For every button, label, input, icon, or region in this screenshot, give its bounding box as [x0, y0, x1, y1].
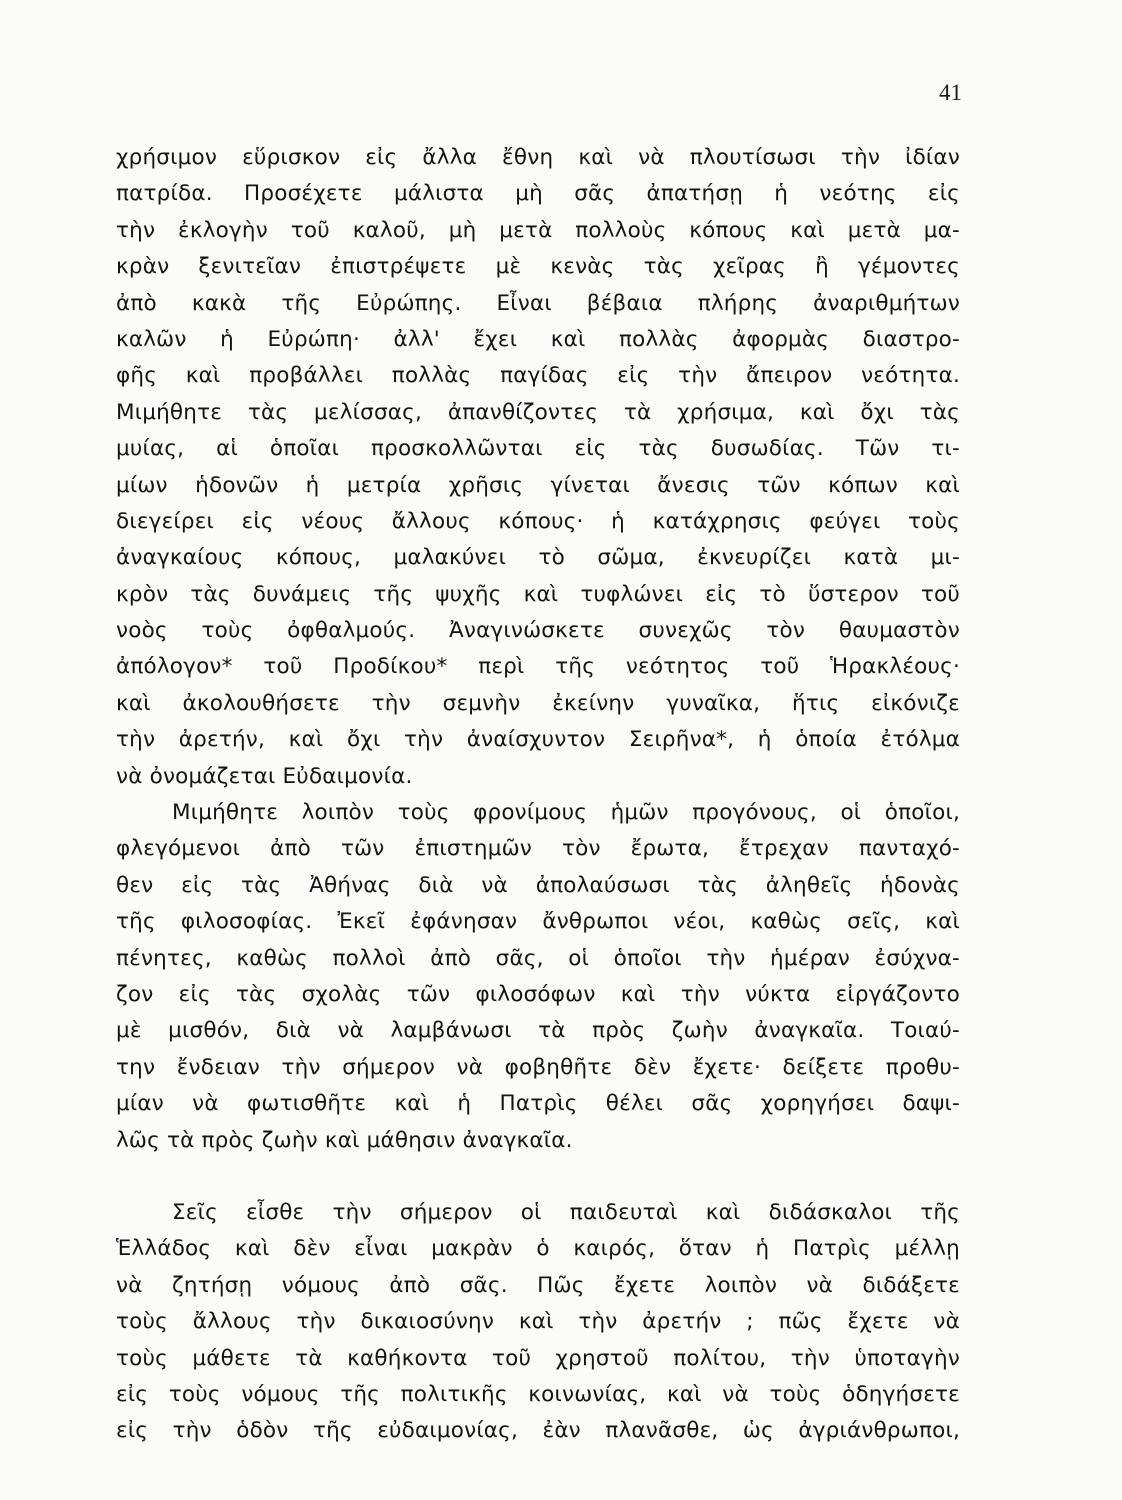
text-line: μυίας, αἱ ὁποῖαι προσκολλῶνται εἰς τὰς δυσωδίας. Τῶν τι-	[116, 436, 960, 462]
text-line: πατρίδα. Προσέχετε μάλιστα μὴ σᾶς ἀπατήσῃ ἡ νεότης εἰς	[116, 181, 960, 207]
text-line: τὴν ἀρετήν, καὶ ὄχι τὴν ἀναίσχυντον Σειρῆνα*, ἡ ὁποία ἐτόλμα	[116, 727, 960, 753]
text-line: λῶς τὰ πρὸς ζωὴν καὶ μάθησιν ἀναγκαῖα.	[116, 1127, 573, 1153]
text-line: ζον εἰς τὰς σχολὰς τῶν φιλοσόφων καὶ τὴν νύκτα εἰργάζοντο	[116, 981, 960, 1007]
paragraph-3	[116, 1195, 960, 1450]
text-line: ἀπὸ κακὰ τῆς Εὐρώπης. Εἶναι βέβαια πλήρης ἀναριθμήτων	[116, 290, 960, 316]
text-line: νοὸς τοὺς ὀφθαλμούς. Ἀναγινώσκετε συνεχῶς τὸν θαυμαστὸν	[116, 618, 960, 644]
text-line: μίων ἡδονῶν ἡ μετρία χρῆσις γίνεται ἄνεσις τῶν κόπων καὶ	[116, 472, 960, 498]
page-number: 41	[939, 80, 962, 105]
text-line: μὲ μισθόν, διὰ νὰ λαμβάνωσι τὰ πρὸς ζωὴν ἀναγκαῖα. Τοιαύ-	[116, 1018, 960, 1044]
text-line: φλεγόμενοι ἀπὸ τῶν ἐπιστημῶν τὸν ἔρωτα, ἔτρεχαν πανταχό-	[116, 836, 960, 862]
text-line: νὰ ζητήσῃ νόμους ἀπὸ σᾶς. Πῶς ἔχετε λοιπὸν νὰ διδάξετε	[116, 1272, 960, 1298]
body-text	[116, 140, 960, 1450]
text-line: τοὺς ἄλλους τὴν δικαιοσύνην καὶ τὴν ἀρετήν ; πῶς ἔχετε νὰ	[116, 1309, 960, 1335]
paragraph-1	[116, 140, 960, 795]
text-line: τοὺς μάθετε τὰ καθήκοντα τοῦ χρηστοῦ πολίτου, τὴν ὑποταγὴν	[116, 1345, 960, 1371]
text-line: μίαν νὰ φωτισθῆτε καὶ ἡ Πατρὶς θέλει σᾶς χορηγήσει δαψι-	[116, 1091, 960, 1117]
text-line: την ἔνδειαν τὴν σήμερον νὰ φοβηθῆτε δὲν ἔχετε· δείξετε προθυ-	[116, 1054, 960, 1080]
text-line: εἰς τὴν ὁδὸν τῆς εὐδαιμονίας, ἐὰν πλανᾶσθε, ὡς ἀγριάνθρωποι,	[116, 1418, 960, 1444]
text-line: Ἑλλάδος καὶ δὲν εἶναι μακρὰν ὁ καιρός, ὅταν ἡ Πατρὶς μέλλῃ	[116, 1236, 960, 1262]
text-line: ἀναγκαίους κόπους, μαλακύνει τὸ σῶμα, ἐκνευρίζει κατὰ μι-	[116, 545, 960, 571]
text-line: Μιμήθητε λοιπὸν τοὺς φρονίμους ἡμῶν προγόνους, οἱ ὁποῖοι,	[172, 800, 960, 826]
text-line: καλῶν ἡ Εὐρώπη· ἀλλ' ἔχει καὶ πολλὰς ἀφορμὰς διαστρο-	[116, 326, 960, 352]
text-line: χρήσιμον εὕρισκον εἰς ἄλλα ἔθνη καὶ νὰ πλουτίσωσι τὴν ἰδίαν	[116, 145, 960, 170]
text-line: Σεῖς εἶσθε τὴν σήμερον οἱ παιδευταὶ καὶ διδάσκαλοι τῆς	[172, 1199, 960, 1225]
text-line: καὶ ἀκολουθήσετε τὴν σεμνὴν ἐκείνην γυναῖκα, ἥτις εἰκόνιζε	[116, 690, 960, 716]
text-line: τὴν ἐκλογὴν τοῦ καλοῦ, μὴ μετὰ πολλοὺς κόπους καὶ μετὰ μα-	[116, 217, 960, 243]
text-line: εἰς τοὺς νόμους τῆς πολιτικῆς κοινωνίας, καὶ νὰ τοὺς ὁδηγήσετε	[116, 1381, 960, 1407]
text-line: Μιμήθητε τὰς μελίσσας, ἀπανθίζοντες τὰ χρήσιμα, καὶ ὄχι τὰς	[116, 399, 960, 425]
text-line: φῆς καὶ προβάλλει πολλὰς παγίδας εἰς τὴν ἄπειρον νεότητα.	[116, 363, 960, 389]
text-line: διεγείρει εἰς νέους ἄλλους κόπους· ἡ κατάχρησις φεύγει τοὺς	[116, 508, 960, 534]
text-line: κρὸν τὰς δυνάμεις τῆς ψυχῆς καὶ τυφλώνει εἰς τὸ ὕστερον τοῦ	[116, 581, 960, 607]
text-line: πένητες, καθὼς πολλοὶ ἀπὸ σᾶς, οἱ ὁποῖοι τὴν ἡμέραν ἐσύχνα-	[116, 945, 960, 971]
paragraph-2	[116, 795, 960, 1159]
text-line: νὰ ὀνομάζεται Εὐδαιμονία.	[116, 763, 413, 789]
text-line: θεν εἰς τὰς Ἀθήνας διὰ νὰ ἀπολαύσωσι τὰς ἀληθεῖς ἡδονὰς	[116, 872, 960, 898]
text-line: κρὰν ξενιτεῖαν ἐπιστρέψετε μὲ κενὰς τὰς χεῖρας ἢ γέμοντες	[116, 254, 960, 280]
text-line: τῆς φιλοσοφίας. Ἐκεῖ ἐφάνησαν ἄνθρωποι νέοι, καθὼς σεῖς, καὶ	[116, 909, 960, 935]
text-line: ἀπόλογον* τοῦ Προδίκου* περὶ τῆς νεότητος τοῦ Ἡρακλέους·	[116, 654, 960, 680]
